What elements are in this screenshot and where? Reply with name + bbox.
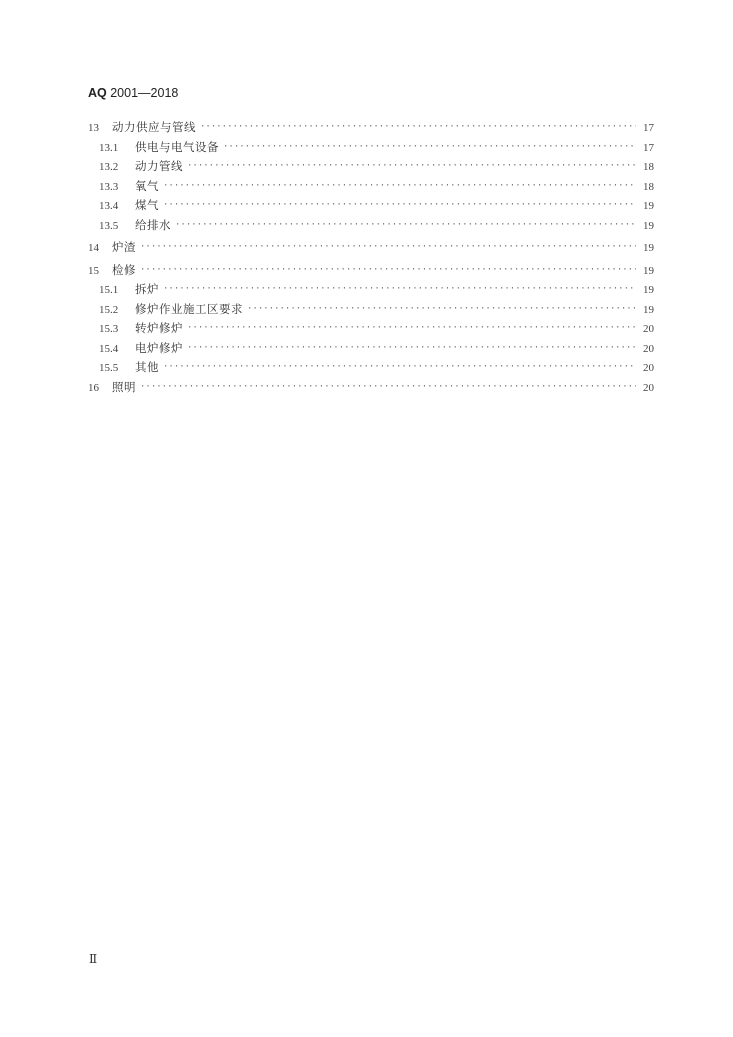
toc-entry-page: 20 xyxy=(643,362,654,374)
toc-leader-dots xyxy=(140,378,636,398)
toc-entry-15-2[interactable] xyxy=(88,300,654,320)
toc-entry-title: 拆炉 xyxy=(135,282,159,296)
toc-entry-15-5[interactable] xyxy=(88,358,654,378)
toc-entry-title: 检修 xyxy=(112,262,136,277)
toc-entry-title: 转炉修炉 xyxy=(135,321,183,335)
toc-entry-number: 15.3 xyxy=(99,323,119,335)
toc-entry-number: 16 xyxy=(88,381,99,394)
toc-entry-title: 给排水 xyxy=(135,217,171,232)
toc-leader-dots xyxy=(175,216,636,236)
toc-leader-dots xyxy=(163,358,636,378)
toc-entry-page: 18 xyxy=(643,180,654,193)
toc-entry-number: 13.1 xyxy=(99,141,119,154)
toc-leader-dots xyxy=(187,339,636,359)
toc-entry-page: 19 xyxy=(643,264,654,277)
toc-entry-title: 煤气 xyxy=(135,198,159,212)
toc-entry-15[interactable] xyxy=(88,261,654,281)
toc-entry-page: 19 xyxy=(643,303,654,316)
toc-entry-number: 13.2 xyxy=(99,161,119,173)
standard-code xyxy=(88,86,178,100)
standard-code-number: 2001—2018 xyxy=(110,86,179,100)
toc-entry-title: 修炉作业施工区要求 xyxy=(135,301,243,316)
toc-entry-page: 19 xyxy=(643,219,654,232)
toc-entry-number: 15.1 xyxy=(99,284,119,296)
toc-entry-15-4[interactable] xyxy=(88,339,654,359)
toc-entry-13-3[interactable] xyxy=(88,177,654,197)
toc-entry-title: 炉渣 xyxy=(112,240,136,254)
toc-entry-title: 照明 xyxy=(112,379,136,394)
toc-entry-number: 13 xyxy=(88,122,99,134)
toc-entry-13-2[interactable] xyxy=(88,157,654,177)
toc-entry-number: 15.2 xyxy=(99,303,119,316)
toc-leader-dots xyxy=(140,238,636,258)
toc-leader-dots xyxy=(187,157,636,177)
toc-entry-title: 供电与电气设备 xyxy=(135,139,219,154)
toc-entry-13-4[interactable] xyxy=(88,196,654,216)
page-number: Ⅱ xyxy=(89,952,98,966)
toc-entry-page: 18 xyxy=(643,161,654,173)
toc-entry-13-1[interactable] xyxy=(88,138,654,158)
toc-leader-dots xyxy=(163,177,636,197)
toc-leader-dots xyxy=(163,280,636,300)
toc-entry-number: 14 xyxy=(88,242,99,254)
toc-entry-13[interactable] xyxy=(88,118,654,138)
toc-entry-page: 17 xyxy=(643,122,654,134)
toc-entry-page: 20 xyxy=(643,323,654,335)
toc-entry-page: 20 xyxy=(643,381,654,394)
toc-entry-14[interactable] xyxy=(88,238,654,258)
toc-entry-title: 动力供应与管线 xyxy=(112,120,196,134)
toc-entry-page: 17 xyxy=(643,141,654,154)
toc-leader-dots xyxy=(247,300,636,320)
toc-entry-number: 15.5 xyxy=(99,362,119,374)
toc-entry-16[interactable] xyxy=(88,378,654,398)
toc-leader-dots xyxy=(200,118,636,138)
toc-entry-number: 13.5 xyxy=(99,219,119,232)
toc-entry-number: 13.4 xyxy=(99,200,119,212)
toc-leader-dots xyxy=(223,138,636,158)
toc-entry-15-1[interactable] xyxy=(88,280,654,300)
toc-leader-dots xyxy=(187,319,636,339)
toc-entry-15-3[interactable] xyxy=(88,319,654,339)
toc-entry-number: 13.3 xyxy=(99,180,119,193)
toc-entry-number: 15 xyxy=(88,264,99,277)
toc-entry-page: 19 xyxy=(643,200,654,212)
toc-entry-title: 氧气 xyxy=(135,178,159,193)
table-of-contents xyxy=(88,118,654,397)
standard-code-prefix: AQ xyxy=(88,86,107,100)
toc-entry-title: 动力管线 xyxy=(135,159,183,173)
toc-leader-dots xyxy=(140,261,636,281)
toc-entry-page: 20 xyxy=(643,342,654,355)
toc-leader-dots xyxy=(163,196,636,216)
toc-entry-number: 15.4 xyxy=(99,342,119,355)
toc-entry-page: 19 xyxy=(643,242,654,254)
toc-entry-title: 电炉修炉 xyxy=(135,340,183,355)
toc-entry-page: 19 xyxy=(643,284,654,296)
toc-entry-title: 其他 xyxy=(135,360,159,374)
toc-entry-13-5[interactable] xyxy=(88,216,654,236)
